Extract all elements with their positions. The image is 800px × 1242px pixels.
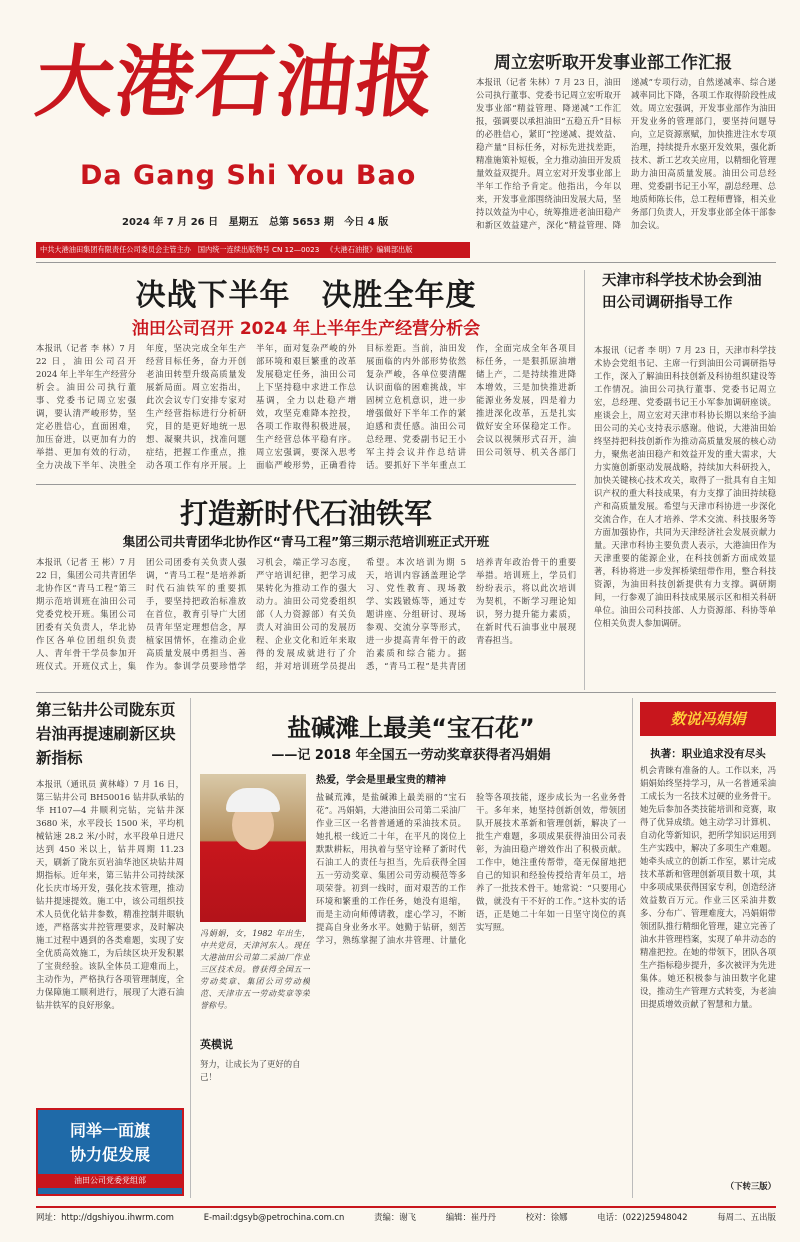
slogan-line-2: 协力促发展 xyxy=(69,1145,150,1164)
masthead-date-line xyxy=(122,213,388,228)
photo-caption: 冯娟娟，女，1982 年出生，中共党员，天津河东人。现任大港油田公司第二采油厂作业三区技术员。曾获得全国五一劳动奖章、集团公司劳动模范、天津市五一劳动奖章等荣誉称号。 xyxy=(200,929,310,1010)
main-headline: 决战下半年 决胜全年度 xyxy=(135,278,477,313)
masthead-org-bar xyxy=(36,242,470,258)
main-subhead: 油田公司召开 2024 年上半年生产经营分析会 xyxy=(131,319,481,339)
continue-note: （下转三版） xyxy=(725,1181,776,1191)
feature-article xyxy=(196,698,776,1198)
newspaper-pinyin: Da Gang Shi You Bao xyxy=(80,160,417,191)
issue-date: 2024 年 7 月 26 日 xyxy=(122,217,219,228)
feature-headline: 盐碱滩上最美“宝石花” xyxy=(287,714,535,742)
footer-bar xyxy=(36,1206,776,1226)
org-line: 中共大港油田集团有限责任公司委员会主管主办 xyxy=(40,245,191,254)
drilling-headline: 第三钻井公司陇东页岩油再提速刷新区块新指标 xyxy=(36,701,176,767)
footer-layout: 编辑：崔丹丹 xyxy=(445,1212,496,1222)
slogan-ad xyxy=(36,1108,184,1196)
masthead-divider xyxy=(36,262,776,263)
drilling-article-body: 本报讯（通讯员 黄林峰）7 月 16 日，第三钻井公司 BH50016 钻井队承钻的华 H107—4 井顺利完钻，完钻井深 3680 米，水平段长 1500 米，平均机械钻速 28.2 米/小时，水平段单日进尺达到 450 米以上，钻井周期 11.23 天，刷新了陇东页岩油华池区块钻井周期指标。近年来，第三钻井公司持续深化长庆市场开发，强化技术管理，推动钻井提速提效。施工中，该公司组织技术人员优化钻井参数，精准控制井眼轨迹，严格落实井控管理要求，及时解决施工过程中遇到的各类难题，实现了安全优质高效施工，为后续区块开发积累了宝贵经验。该队全体员工迎难而上，主动作为，严格执行各项管理制度，全力保障施工顺利进行，展现了大港石油钻井铁军的良好形象。 xyxy=(36,779,184,1010)
footer-print: 每周二、五出版 xyxy=(717,1212,776,1222)
right-article xyxy=(594,270,776,690)
footer-proof: 校对：徐娜 xyxy=(525,1212,568,1222)
mid-divider xyxy=(36,692,776,693)
column-divider-2 xyxy=(190,698,191,1198)
top-article-headline: 周立宏听取开发事业部工作汇报 xyxy=(494,53,732,73)
portrait-helmet xyxy=(226,788,280,812)
footer-editor: 责编：谢飞 xyxy=(374,1212,416,1222)
youth-top-rule xyxy=(36,484,576,485)
issue-weekday: 星期五 xyxy=(228,217,259,228)
quote-text: 努力，让成长为了更好的自己！ xyxy=(200,1059,301,1082)
youth-headline: 打造新时代石油铁军 xyxy=(179,497,432,530)
issue-pages: 今日 4 版 xyxy=(344,217,389,228)
top-article-body: 本报讯（记者 朱林）7 月 23 日，油田公司执行董事、党委书记周立宏听取开发事业部“精益管理、降递减”工作汇报，强调要以承担油田“五稳五升”目标的必胜信心，紧盯“控递减、提效益、稳产量”目标任务，对标先进找差距，精准施策补短板，全力推动油田开发质量效益双提升。周立宏对开发事业部上半年工作给予肯定。他指出，今年以来，开发事业部围绕油田发展大局，坚持以效益为中心，统筹推进老油田稳产和新区效益建产，深化“精益管理、降递减”专项行动，自然递减率、综合递减率同比下降，各项工作取得阶段性成效。周立宏强调，开发事业部作为油田开发业务的管理部门，要坚持问题导向，立足资源禀赋，加快推进注水专项治理，持续提升水驱开发效果，强化新技术、新工艺攻关应用，以精细化管理助力油田高质量发展。油田公司总经理、党委副书记王小军，副总经理、总地质师陈长伟，总工程师曹锋，相关业务部门负责人，开发事业部全体干部参加会议。 xyxy=(476,77,776,230)
side-column-body: 机会青睐有准备的人。工作以来，冯娟娟始终坚持学习，从一名普通采油工成长为一名技术过硬的业务骨干。她先后参加各类技能培训和竞赛，取得了优异成绩。她主动学习计算机、自动化等新知识，把所学知识运用到生产实践中，解决了多项生产难题。她牵头成立的创新工作室，累计完成技术革新和管理创新项目数十项，其中多项成果获得国家专利，创造经济效益数百万元。作业三区采油井数多、分布广、管理难度大，冯娟娟带领团队推行精细化管理，建立完善了油水井管理档案，实现了单井动态的精准把控。在她的带领下，团队各项生产指标稳步提升，多次被评为先进集体。她还积极参与油田数字化建设，推动生产管理方式转变，为老油田提质增效贡献了智慧和力量。 xyxy=(640,765,776,1009)
side-column-label-text: 数说冯娟娟 xyxy=(670,710,746,728)
youth-article xyxy=(36,484,576,690)
masthead xyxy=(31,8,446,238)
slogan-caption: 油田公司党委党组部 xyxy=(38,1174,182,1188)
issue-number: 总第 5653 期 xyxy=(269,217,334,228)
column-divider xyxy=(584,270,585,690)
feature-subhead: ——记 2018 年全国五一劳动奖章获得者冯娟娟 xyxy=(271,748,551,763)
quote-box xyxy=(200,1036,312,1082)
feature-body-intro xyxy=(316,774,626,1194)
right-article-body: 本报讯（记者 李 明）7 月 23 日，天津市科学技术协会党组书记、主席一行到油田公司调研指导工作，深入了解油田科技创新及科协组织建设等工作情况。油田公司执行董事、党委书记周立宏，总经理、党委副书记王小军参加调研座谈。座谈会上，周立宏对天津市科协长期以来给予油田公司的关心支持表示感谢。他说，大港油田始终坚持把科技创新作为推动高质量发展的核心动力，聚焦老油田稳产和效益开发的重大需求，大力实施创新驱动发展战略，持续加大科研投入，加快关键核心技术攻关，取得了一批具有自主知识产权的重大科技成果，有力支撑了油田持续稳产和高质量发展。希望与天津市科协进一步深化交流合作，在人才培养、学术交流、科技服务等方面加强协作，共同为天津经济社会发展贡献力量。天津市科协主要负责人表示，大港油田作为天津重要的能源企业，在科技创新方面成效显著，科协将进一步发挥桥梁纽带作用，整合科技资源，为油田科技创新提供有力支撑。调研期间，一行参观了油田科技成果展示区和相关科研单位。油田公司科技部、人力资源部、科协等单位相关负责人参加调研。 xyxy=(594,345,776,628)
right-article-headline: 天津市科学技术协会到油田公司调研指导工作 xyxy=(602,273,762,311)
newspaper-title: 大港石油报 xyxy=(31,37,441,128)
side-column xyxy=(640,698,776,1198)
editorial-line: 《大港石油报》编辑部出版 xyxy=(326,245,413,254)
feature-body: 盐碱荒滩，是盐碱滩上最美丽的“宝石花”。冯娟娟，大港油田公司第二采油厂作业三区一名普普通通的采油技术员。她扎根一线近二十年，在平凡的岗位上默默耕耘，用执着与坚守诠释了新时代石油工人的责任与担当，先后获得全国五一劳动奖章、集团公司劳动模范等多项荣誉。初到一线时，面对艰苦的工作环境和繁重的工作任务，她没有退缩，而是主动向师傅请教，虚心学习，不断提高自身业务水平。她勤于钻研，刻苦学习，熟练掌握了油水井管理、计量化验等各项技能，逐步成长为一名业务骨干。多年来，她坚持创新创效，带领团队开展技术革新和管理创新，解决了一批生产难题，多项成果获得油田公司表彰，为油田稳产增效作出了积极贡献。工作中，她注重传帮带，毫无保留地把自己的知识和经验传授给青年员工，培养了一批技术骨干。她常说：“只要用心做，就没有干不好的工作。”这朴实的话语，正是她二十年如一日坚守岗位的真实写照。 xyxy=(316,792,626,945)
cn-number: 国内统一连续出版物号 CN 12—0023 xyxy=(197,245,320,254)
footer-phone: 电话：(022)25948042 xyxy=(597,1212,688,1222)
drilling-article xyxy=(36,698,184,1198)
main-article-body: 本报讯（记者 李 林）7 月 22 日，油田公司召开 2024 年上半年生产经营分析会。油田公司执行董事、党委书记周立宏强调，要认清严峻形势，坚定必胜信心，直面困难，加压奋进，以更加有力的举措、更加有效的行动，全力决战下半年、决胜全年度，坚决完成全年生产经营目标任务，奋力开创老油田转型升级高质量发展新局面。周立宏指出，此次会议专门安排专家对生产经营指标进行分析研究，目的是更好地统一思想、凝聚共识，找准问题症结，把握工作重点，推动各项工作有序开展。上半年，面对复杂严峻的外部环境和艰巨繁重的改革发展稳定任务，油田公司上下坚持稳中求进工作总基调，全力以赴稳产增效，攻坚克难降本控投，各项工作取得积极进展，生产经营总体平稳有序。周立宏强调，要深入思考面临严峻形势，正确看待目标差距。当前，油田发展面临的内外部形势依然复杂严峻，各单位要清醒认识面临的困难挑战，牢固树立危机意识，进一步增强做好下半年工作的紧迫感和责任感。油田公司总经理、党委副书记王小军主持会议并作总结讲话。要抓好下半年重点工作，全面完成全年各项目标任务，一是狠抓原油增储上产，二是持续推进降本增效，三是加快推进新能源业务发展，四是着力推进深化改革，五是扎实做好安全环保稳定工作。会议以视频形式召开，油田公司领导、机关各部门 xyxy=(36,343,576,470)
top-article xyxy=(476,48,776,258)
side-column-label xyxy=(640,702,776,736)
footer-website[interactable]: 网址：http://dgshiyou.ihwrm.com xyxy=(36,1212,174,1222)
youth-article-body: 本报讯（记者 王 彬）7 月 22 日，集团公司共青团华北协作区“青马工程”第三期示范培训班在油田公司党委党校开班。集团公司团委有关负责人，华北协作区各单位团组织负责人、青年骨干学员参加开班仪式。开班仪式上，集团公司团委有关负责人强调，“青马工程”是培养新时代石油铁军的重要抓手，要坚持把政治标准放在首位，教育引导广大团员青年坚定理想信念，厚植家国情怀，在推动企业高质量发展中勇担当、善作为。参训学员要珍惜学习机会，端正学习态度，严守培训纪律，把学习成果转化为推动工作的强大动力。油田公司党委组织部（人力资源部）有关负责人对油田公司的发展历程、企业文化和近年来取得的发展成就进行了介绍，并对培训班学员提出希望。本次培训为期 5 天，培训内容涵盖理论学习、党性教育、现场教学、实践锻炼等，通过专题讲座、分组研讨、现场参观、交流分享等形式，进一步提高青年骨干的政治素质和综合能力。据悉，“青马工程”是共青团培养青年政治骨干的重要举措。培训班上，学员们纷纷表示，将以此次培训为契机，不断学习理论知识，努力提升能力素质，在新时代石油事业中展现青春担当。 xyxy=(36,557,576,671)
side-column-title: 执著：职业追求没有尽头 xyxy=(650,748,766,760)
side-column-divider xyxy=(632,698,633,1198)
youth-subhead: 集团公司共青团华北协作区“青马工程”第三期示范培训班正式开班 xyxy=(122,534,490,549)
footer-email[interactable]: E-mail:dgsyb@petrochina.com.cn xyxy=(203,1212,345,1222)
feature-section-heading: 热爱，学会是里最宝贵的精神 xyxy=(316,775,446,786)
main-article xyxy=(36,270,576,480)
quote-title: 英模说 xyxy=(200,1038,233,1051)
portrait-photo xyxy=(200,774,306,922)
slogan-line-1: 同举一面旗 xyxy=(69,1121,150,1140)
